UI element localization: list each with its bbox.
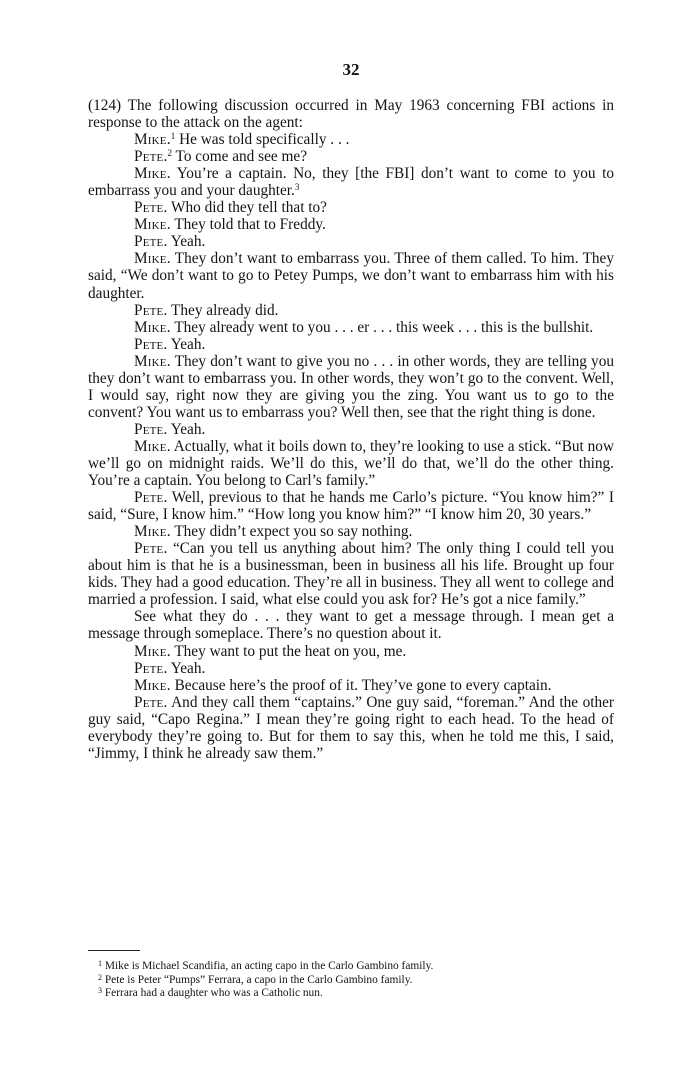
speaker-label: Pete. (134, 489, 168, 507)
dialogue-line (88, 165, 614, 199)
speaker-label: Pete. (134, 659, 168, 677)
dialogue-line (88, 336, 614, 353)
footnote (88, 974, 614, 988)
dialogue-text: Yeah. (167, 420, 206, 438)
dialogue-text: And they call them “captains.” One guy said, “foreman.” And the other guy said, “Capo Regina.” I mean they’re going right to each head. To the head of everybody they’re going to. But for them to say this, when he told me this, I said, “Jimmy, I think he already saw them.” (88, 693, 614, 762)
footnote (88, 960, 614, 974)
dialogue-text: See what they do . . . they want to get a message through. I mean get a message through someplace. There’s no question about it. (88, 608, 614, 643)
footnote-text: Ferrara had a daughter who was a Catholic nun. (102, 987, 323, 1000)
speaker-label: Mike. (134, 131, 171, 149)
speaker-label: Mike. (134, 642, 171, 660)
dialogue-line (88, 523, 614, 540)
dialogue-text: Well, previous to that he hands me Carlo’s picture. “You know him?” I said, “Sure, I know him.” “How long you know him?” “I know him 20, 30 years.” (88, 489, 614, 524)
footnote-mark: 1 (98, 959, 102, 968)
narration-paragraph (88, 608, 614, 642)
dialogue-text: Yeah. (167, 335, 206, 353)
dialogue-text: He was told specifically . . . (175, 131, 350, 149)
speaker-label: Mike. (134, 250, 171, 268)
speaker-label: Pete. (134, 420, 168, 438)
dialogue-text: Yeah. (167, 659, 206, 677)
footnotes (88, 960, 614, 1001)
footnote-text: Mike is Michael Scandifia, an acting capo in the Carlo Gambino family. (102, 960, 434, 972)
dialogue-text: They don’t want to give you no . . . in other words, they are telling you they don’t want to embarrass you. In other words, they won’t go to the convent. Well, I would say, right now they are giving you the zing. You want us to go to the convent? You want us to embarrass you? Well then, see that the right thing is done. (88, 352, 614, 421)
dialogue-text: They didn’t expect you so say nothing. (170, 523, 413, 541)
footnote-mark: 3 (98, 986, 102, 996)
speaker-label: Mike. (134, 216, 171, 234)
dialogue-line (88, 489, 614, 523)
intro-paragraph: (124) The following discussion occurred in May 1963 concerning FBI actions in response to the attack on the agent: (88, 97, 614, 132)
dialogue-text: Who did they tell that to? (167, 199, 327, 217)
dialogue-line (88, 250, 614, 301)
dialogue-text: They already did. (167, 301, 279, 319)
dialogue-line (88, 643, 614, 660)
dialogue-text: Yeah. (167, 233, 206, 251)
dialogue-text: They don’t want to embarrass you. Three of them called. To him. They said, “We don’t want to go to Petey Pumps, we don’t want to embarrass him with his daughter. (88, 250, 614, 302)
dialogue-text: To come and see me? (172, 148, 307, 166)
dialogue-line (88, 216, 614, 233)
dialogue-line (88, 319, 614, 336)
dialogue-line (88, 302, 614, 319)
dialogue-line (88, 199, 614, 216)
dialogue-line (88, 677, 614, 694)
speaker-label: Pete. (134, 233, 168, 251)
dialogue-line (88, 421, 614, 438)
speaker-label: Pete. (134, 301, 168, 319)
speaker-label: Pete. (134, 335, 168, 353)
dialogue-line (88, 694, 614, 762)
footnote-ref: 3 (294, 182, 300, 193)
speaker-label: Mike. (134, 676, 171, 694)
speaker-label: Pete. (134, 693, 168, 711)
dialogue-line (88, 233, 614, 250)
speaker-label: Mike. (134, 165, 171, 183)
page-number: 32 (342, 60, 360, 79)
dialogue-text: They told that to Freddy. (170, 216, 326, 234)
dialogue-line (88, 131, 614, 148)
footnote-ref: 1 (170, 131, 176, 142)
dialogue-text: Because here’s the proof of it. They’ve gone to every captain. (170, 676, 552, 694)
dialogue-line (88, 353, 614, 421)
speaker-label: Mike. (134, 437, 171, 455)
dialogue-text: Actually, what it boils down to, they’re looking to use a stick. “But now we’ll go on midnight raids. We’ll do this, we’ll do that, we’ll do the other thing. You’re a captain. You belong to Carl’s family.” (88, 437, 614, 490)
dialogue-text: You’re a captain. No, they [the FBI] don’t want to come to you to embarrass you and your daughter. (88, 165, 614, 200)
footnote-separator (88, 950, 140, 951)
speaker-label: Pete. (134, 148, 168, 166)
footnote (88, 987, 614, 1001)
speaker-label: Mike. (134, 523, 171, 541)
dialogue-text: They already went to you . . . er . . . this week . . . this is the bullshit. (170, 318, 594, 336)
dialogue-line (88, 660, 614, 677)
footnote-text: Pete is Peter “Pumps” Ferrara, a capo in the Carlo Gambino family. (102, 973, 413, 986)
speaker-label: Mike. (134, 352, 171, 370)
speaker-label: Pete. (134, 540, 168, 558)
body-text (88, 97, 614, 762)
speaker-label: Pete. (134, 199, 168, 217)
dialogue-line (88, 438, 614, 489)
dialogue-text: They want to put the heat on you, me. (170, 642, 407, 660)
dialogue-text: “Can you tell us anything about him? The only thing I could tell you about him is that he is a businessman, been in business all his life. Brought up four kids. They had a good education. They’re all in business. They all went to college and married a profession. I said, what else could you ask for? He’s got a nice family.” (88, 540, 614, 609)
dialogue-line (88, 148, 614, 165)
speaker-label: Mike. (134, 318, 171, 336)
footnote-mark: 2 (98, 972, 102, 982)
footnote-ref: 2 (167, 148, 172, 159)
dialogue-line (88, 540, 614, 608)
